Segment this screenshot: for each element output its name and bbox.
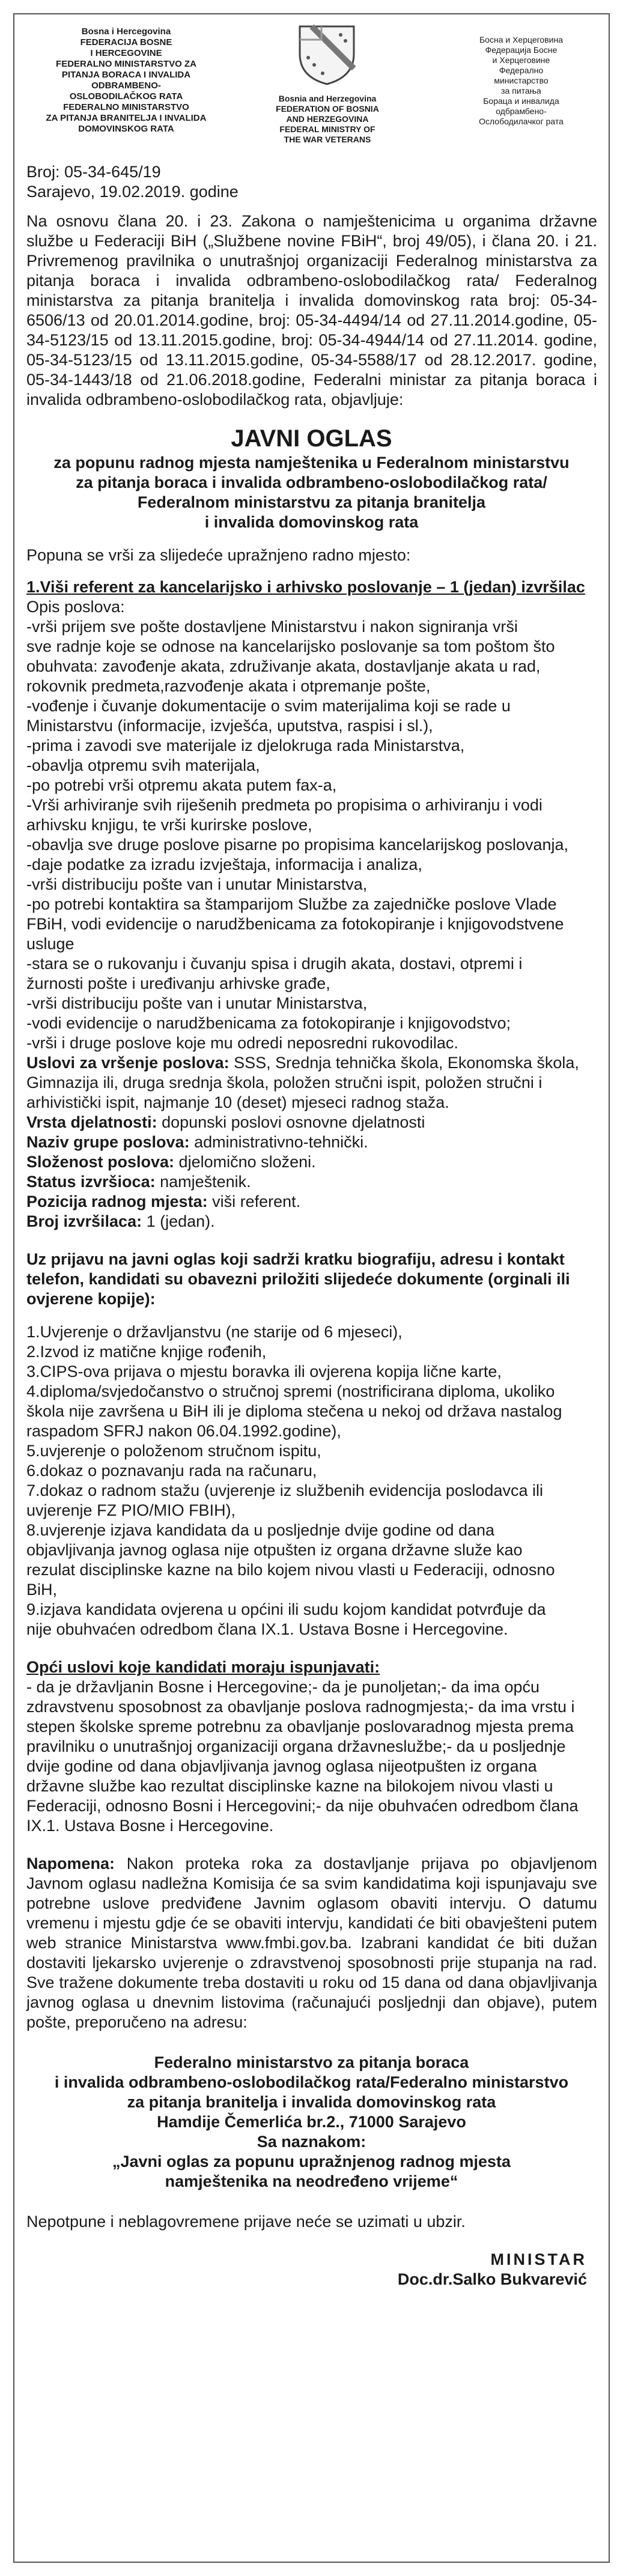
subtitle-line: za popunu radnog mjesta namještenika u Federalnom ministarstvu	[53, 454, 570, 472]
document-item: nije obuhvaćen odredbom člana IX.1. Ustava Bosne i Hercegovine.	[26, 1620, 508, 1638]
letterhead	[24, 22, 599, 154]
letterhead-line: Bosna i Hercegovina	[81, 26, 171, 37]
condition-row	[26, 1132, 597, 1152]
general-condition-item: - da nije obuhvaćen odredbom člana IX.1. Ustava Bosne i Hercegovine.	[26, 1797, 579, 1835]
condition-value: 1 (jedan).	[142, 1212, 215, 1230]
title-block	[24, 424, 599, 532]
documents-list	[26, 1322, 597, 1639]
letterhead-line: и Херцеговине	[492, 55, 550, 65]
letterhead-line: FEDERACIJA BOSNE	[80, 37, 172, 47]
condition-row	[26, 1152, 597, 1172]
coat-of-arms-icon	[291, 22, 362, 87]
letterhead-line: Bosnia and Herzegovina	[278, 94, 377, 103]
letterhead-line: FEDERALNO MINISTARSTVO ZA	[56, 59, 196, 69]
condition-row	[26, 1192, 597, 1212]
letterhead-line: THE WAR VETERANS	[284, 135, 371, 144]
subtitle-line: za pitanja boraca i invalida odbrambeno-oslobodilačkog rata/	[76, 473, 547, 491]
duty-line: -po potrebi kontaktira sa štamparijom Službe za zajedničke poslove Vlade	[26, 895, 557, 913]
document-item: uvjerenje FZ PIO/MIO FBIH),	[26, 1501, 236, 1519]
signature-name: Doc.dr.Salko Bukvarević	[397, 2270, 587, 2288]
general-conditions-list	[26, 1677, 597, 1836]
reference-block	[26, 162, 597, 202]
condition-label: Pozicija radnog mjesta:	[26, 1192, 208, 1211]
document-item: BiH,	[26, 1581, 58, 1599]
duty-line: sve radnje koje se odnose na kancelarijsko poslovanje sa tom poštom što	[26, 637, 555, 655]
duty-line: -vođenje i čuvanje dokumentacije o svim materijalima koji se rade u	[26, 697, 511, 715]
general-condition-item: otpušten iz organa državne službe kao rezultat disciplinske kazne na bilo	[26, 1757, 537, 1795]
job-conditions	[26, 1053, 597, 1232]
duty-line: -obavlja sve druge poslove pisarne po propisima kancelarijskog poslovanja,	[26, 836, 569, 854]
letterhead-line: министарство	[494, 76, 549, 85]
duty-line: rokovnik predmeta,razvođenje akata i otpremanje pošte,	[26, 677, 431, 695]
document-item: 4.diploma/svjedočanstvo o stručnoj spremi (nostrificirana diploma, ukoliko	[26, 1382, 555, 1400]
letterhead-line: DOMOVINSKOG RATA	[78, 124, 174, 134]
general-condition-item: radnog mjesta prema pravilniku o unutrašnjoj organizaciji organa državne	[26, 1718, 574, 1755]
condition-label: Uslovi za vršenje poslova:	[26, 1054, 229, 1072]
general-condition-item: - da je punoljetan;	[312, 1678, 442, 1696]
general-conditions-heading: Opći uslovi koje kandidati moraju ispunjavati:	[26, 1658, 380, 1676]
letterhead-line: FEDERALNO MINISTARSTVO	[63, 102, 189, 112]
general-condition-item: mjesta;	[416, 1698, 469, 1716]
address-line: Sa naznakom:	[257, 2133, 366, 2151]
duty-line: -vodi evidencije o narudžbenicama za fotokopiranje i knjigovodstvo;	[26, 1014, 511, 1032]
duty-line: -vrši prijem sve pošte dostavljene Ministarstvu i nakon signiranja vrši	[26, 618, 518, 636]
duty-line: obuhvata: zavođenje akata, združivanje akata, dostavljanje akata u rad,	[26, 657, 541, 675]
document-item: 3.CIPS-ova prijava o mjestu boravka ili ovjerena kopija lične karte,	[26, 1362, 502, 1381]
reference-number: Broj: 05-34-645/19	[26, 163, 161, 181]
duty-line: -stara se o rukovanju i čuvanju spisa i drugih akata, dostavi, otpremi i	[26, 955, 523, 973]
document-item: 9.izjava kandidata ovjerena u općini ili sudu kojom kandidat potvrđuje da	[26, 1600, 546, 1618]
job-title: 1.Viši referent za kancelarijsko i arhivsko poslovanje – 1 (jedan) izvršilac	[26, 578, 585, 596]
duty-line: arhivsku knjigu, te vrši kurirske poslove,	[26, 816, 312, 834]
duty-line: -obavlja otpremu svih materijala,	[26, 756, 260, 774]
letterhead-line: Босна и Херцеговина	[479, 35, 563, 44]
condition-value: administrativno-tehnički.	[189, 1133, 368, 1151]
address-line: Federalno ministarstvo za pitanja boraca	[154, 2053, 469, 2071]
condition-row	[26, 1113, 597, 1132]
general-condition-item: službe;	[395, 1737, 447, 1755]
condition-value: dopunski poslovi osnovne djelatnosti	[157, 1113, 425, 1131]
condition-label: Složenost poslova:	[26, 1153, 175, 1171]
document-item: 8.uvjerenje izjava kandidata da u posljednje dvije godine od dana	[26, 1521, 495, 1539]
letterhead-line: I HERCEGOVINE	[90, 48, 162, 58]
duty-line: -vrši distribuciju pošte van i unutar Ministarstva,	[26, 994, 368, 1012]
condition-value: viši referent.	[207, 1192, 301, 1211]
general-condition-item: kojem nivou vlasti u Federaciji, odnosno Bosni i Hercegovini;	[26, 1777, 553, 1815]
condition-row	[26, 1172, 597, 1192]
document-item: 7.dokaz o radnom stažu (uvjerenje iz službenih evidencija poslodavca ili	[26, 1481, 543, 1499]
duty-line: -po potrebi vrši otpremu akata putem fax-a,	[26, 776, 337, 794]
letterhead-line: Федерално	[499, 65, 544, 75]
vacancy-intro: Popuna se vrši za slijedeće upražnjeno radno mjesto:	[26, 546, 411, 564]
letterhead-line: Бораца и инвалида	[483, 96, 559, 106]
page-title: JAVNI OGLAS	[231, 425, 392, 452]
general-condition-item: - da ima vrstu i stepen školske spreme potrebnu za obavljanje poslova	[26, 1698, 575, 1736]
letterhead-line: Федерација Босне	[485, 45, 558, 55]
signature-block	[398, 2250, 587, 2289]
document-item: objavljivanja javnog oglasa nije otpušten iz organa državne služe kao	[26, 1541, 523, 1559]
address-line: i invalida odbrambeno-oslobodilačkog rata/Federalno ministarstvo	[54, 2073, 569, 2091]
document-item: škola nije završena u BiH ili je diploma stečena u nekoj od država nastalog	[26, 1402, 562, 1420]
letterhead-line: Ослободилачког рата	[479, 117, 564, 126]
condition-label: Broj izvršilaca:	[26, 1212, 142, 1230]
letterhead-line: ZA PITANJA BRANITELJA I INVALIDA	[46, 113, 207, 123]
general-condition-item: - da u posljednje dvije godine od dana objavljivanja javnog oglasa nije	[26, 1737, 566, 1775]
document-item: 1.Uvjerenje o državljanstvu (ne starije od 6 mjeseci),	[26, 1323, 403, 1341]
duty-line: -Vrši arhiviranje svih riješenih predmeta po propisima o arhiviranju i vodi	[26, 796, 542, 814]
duty-line: Ministarstvu (informacije, izvješća, uputstva, raspisi i sl.),	[26, 717, 433, 735]
letterhead-line: одбрамбено-	[496, 106, 547, 116]
condition-row	[26, 1053, 597, 1113]
letterhead-line: PITANJA BORACA I INVALIDA	[61, 70, 191, 80]
address-line: Hamdije Čemerlića br.2., 71000 Sarajevo	[157, 2113, 466, 2131]
letterhead-line: FEDERATION OF BOSNIA	[276, 104, 379, 114]
incomplete-applications-note: Nepotpune i neblagovremene prijave neće se uzimati u ubzir.	[26, 2213, 466, 2231]
condition-label: Status izvršioca:	[26, 1173, 156, 1191]
condition-value: namještenik.	[155, 1173, 251, 1191]
condition-value: djelomično složeni.	[174, 1153, 316, 1171]
document-item: raspadom SFRJ nakon 06.04.1992.godine),	[26, 1422, 341, 1440]
duty-line: -vrši i druge poslove koje mu odredi neposredni rukovodilac.	[26, 1034, 458, 1052]
letterhead-bosnian	[24, 26, 228, 135]
general-condition-item: - da je državljanin Bosne i Hercegovine;	[26, 1678, 312, 1696]
reference-date: Sarajevo, 19.02.2019. godine	[26, 183, 239, 201]
letterhead-cyrillic	[445, 35, 598, 127]
duty-line: Opis poslova:	[26, 598, 125, 616]
general-condition-item: - da ima opću zdravstvenu sposobnost za obavljanje poslova radnog	[26, 1678, 540, 1716]
letterhead-line: AND HERZEGOVINA	[286, 114, 369, 124]
duty-line: -vrši distribuciju pošte van i unutar Ministarstva,	[26, 875, 368, 893]
letterhead-line: FEDERAL MINISTRY OF	[279, 124, 375, 134]
address-line: namještenika na neodređeno vrijeme“	[165, 2172, 458, 2190]
duty-line: žurnosti pošte i uređivanju arhivske građe,	[26, 974, 330, 992]
letterhead-line: ODBRAMBENO-	[91, 80, 161, 91]
document-item: 6.dokaz o poznavanju rada na računaru,	[26, 1462, 317, 1480]
letterhead-line: OSLOBODILAČKOG RATA	[69, 91, 183, 102]
letterhead-line: за питања	[501, 86, 541, 96]
documents-intro: Uz prijavu na javni oglas koji sadrži kratku biografiju, adresu i kontakt telefon, kandidati su obavezni priložiti slijedeće dokumente (orginali ili ovjerene kopije):	[26, 1250, 570, 1308]
legal-basis-paragraph: Na osnovu člana 20. i 23. Zakona o namještenicima u organima državne službe u Federaciji BiH („Službene novine FBiH“, broj 49/05), i člana 20. i 21. Privremenog pravilnika o unutrašnjoj organizaciji Federalnog ministarstva za pitanja boraca i invalida odbrambeno-oslobodilačkog rata/ Federalnog ministarstva za pitanja branitelja i invalida domovinskog rata broj: 05-34-6506/13 od 20.01.2014.godine, broj: 05-34-4494/14 od 27.11.2014.godine, 05-34-5123/15 od 13.11.2015.godine, broj: 05-34-4944/14 od 27.11.2014. godine, 05-34-5123/15 od 13.11.2015.godine, 05-34-5588/17 od 28.12.2017. godine, 05-34-1443/18 od 21.06.2018.godine, Federalni ministar za pitanja boraca i invalida odbrambeno-oslobodilačkog rata, objavljuje:	[26, 212, 597, 409]
condition-row	[26, 1212, 597, 1232]
note-text: Nakon proteka roka za dostavljanje prijava po objavljenom Javnom oglasu nadležna Komisija će sa svim kandidatima koji ispunjavaju sve potrebne uslove predviđene Javnim oglasom obaviti intervju. O datumu vremenu i mjestu gdje će se obaviti intervju, kandidati će biti obavješteni putem web stranice Ministarstva www.fmbi.gov.ba. Izabrani kandidat će biti dužan dostaviti ljekarsko uvjerenje o zdravstvenoj sposobnosti prije stupanja na rad. Sve tražene dokumente treba dostaviti u roku od 15 dana od dana objavljivanja javnog oglasa u dnevnim listovima (računajući posljednji dan objave), putem pošte, preporučeno na adresu:	[26, 1855, 597, 2031]
mailing-address	[24, 2053, 599, 2192]
duty-line: usluge	[26, 935, 74, 953]
address-line: za pitanja branitelja i invalida domovinskog rata	[127, 2093, 496, 2111]
signature-role: MINISTAR	[490, 2250, 587, 2268]
letterhead-english	[243, 94, 412, 145]
subtitle-line: Federalnom ministarstvu za pitanja branitelja	[137, 493, 486, 511]
duty-line: -daje podatke za izradu izvještaja, informacija i analiza,	[26, 855, 422, 873]
document-item: 2.Izvod iz matične knjige rođenih,	[26, 1343, 267, 1361]
document-item: rezulat disciplinske kazne na bilo kojem nivou vlasti u Federaciji, odnosno	[26, 1561, 555, 1579]
duty-line: -prima i zavodi sve materijale iz djelokruga rada Ministarstva,	[26, 737, 465, 755]
address-line: „Javni oglas za popunu upražnjenog radnog mjesta	[112, 2152, 511, 2170]
subtitle-line: i invalida domovinskog rata	[204, 513, 419, 531]
condition-label: Naziv grupe poslova:	[26, 1133, 190, 1151]
condition-value: SSS, Srednja tehnička škola, Ekonomska škola, Gimnazija ili, druga srednja škola, položen stručni ispit, položen stručni i arhivistički ispit, najmanje 10 (deset) mjeseci radnog staža.	[26, 1054, 579, 1111]
note-paragraph	[26, 1854, 597, 2032]
condition-label: Vrsta djelatnosti:	[26, 1113, 157, 1131]
job-duties	[26, 597, 597, 1053]
document-item: 5.uvjerenje o položenom stručnom ispitu,	[26, 1442, 321, 1460]
note-label: Napomena:	[26, 1855, 115, 1873]
duty-line: FBiH, vodi evidencije o narudžbenicama za fotokopiranje i knjigovodstvene	[26, 915, 564, 933]
